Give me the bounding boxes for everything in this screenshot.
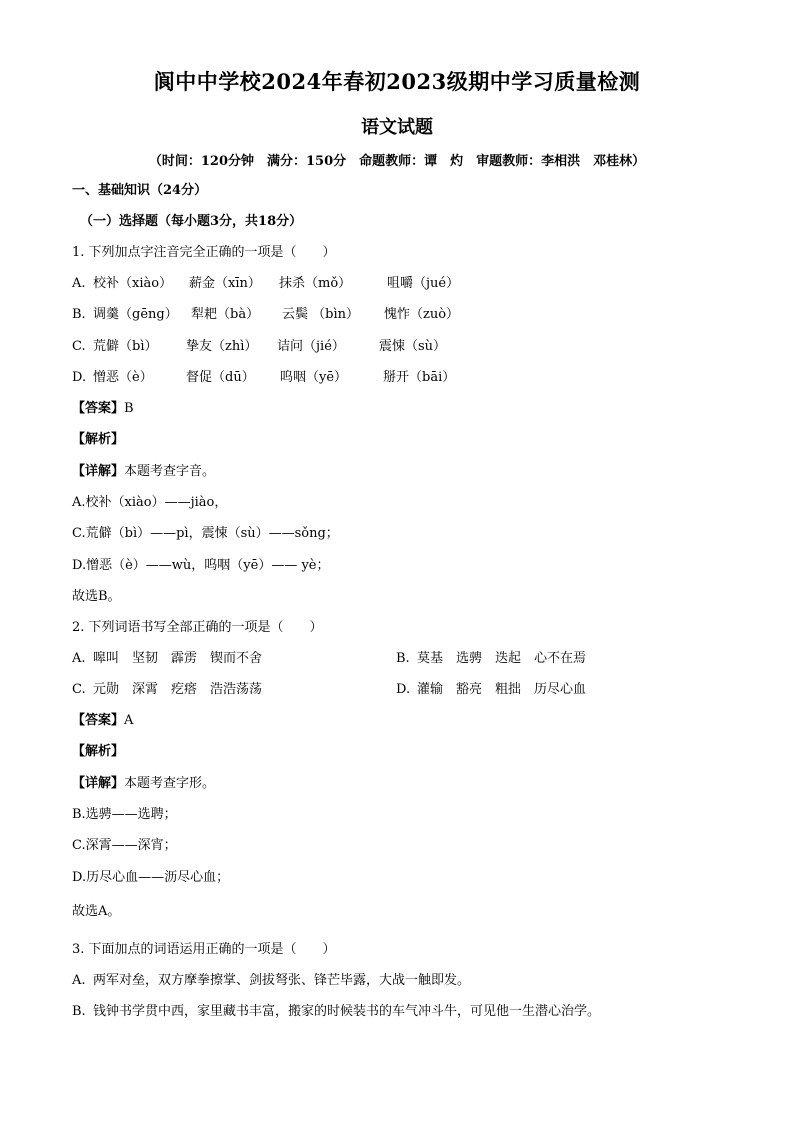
- option-item: 愧怍（zuò）: [384, 307, 460, 322]
- answer-line: [72, 400, 134, 418]
- answer-line: [72, 712, 133, 730]
- analysis-tag: 【解析】: [72, 432, 125, 447]
- sub-section-heading: （一）选择题（每小题3分，共18分）: [80, 214, 303, 229]
- explanation-line: C.荒僻（bì）——pì，震悚（sù）——sǒng；: [72, 526, 339, 541]
- section-heading: 一、基础知识（24分）: [72, 183, 208, 198]
- option-item: 憎恶（è）: [93, 370, 153, 385]
- explanation-line: D.历尽心血——沥尽心血；: [72, 870, 230, 885]
- option-text: 钱钟书学贯中西，家里藏书丰富，搬家的时候装书的车气冲斗牛，可见他一生潜心治学。: [93, 1004, 601, 1019]
- option-item: 挚友（zhì）: [186, 339, 258, 354]
- analysis-tag: 【解析】: [72, 744, 125, 759]
- option-label: A.: [72, 651, 86, 666]
- exam-info: （时间：120分钟 满分：150分 命题教师：谭 灼 审题教师：李相洪 邓桂林）: [148, 154, 646, 169]
- answer-tag: 【答案】: [72, 401, 125, 416]
- detail-text: 本题考查字形。: [124, 776, 216, 791]
- exam-subtitle: 语文试题: [361, 117, 433, 138]
- detail-line: [72, 463, 215, 481]
- option-text: 两军对垒，双方摩拳擦掌、剑拔弩张、锋芒毕露，大战一触即发。: [93, 973, 471, 988]
- option-item: 咀嚼（jué）: [387, 276, 460, 291]
- explanation-line: C.深霄——深宵；: [72, 838, 177, 853]
- option-item: 诘问（jié）: [277, 339, 345, 354]
- detail-line: [72, 775, 215, 793]
- option-label: A.: [72, 276, 86, 291]
- option-item: 震悚（sù）: [379, 339, 447, 354]
- option-item: 犁耙（bà）: [191, 307, 260, 322]
- option-text: 莫基 选骋 迭起 心不在焉: [417, 651, 587, 666]
- option-label: B.: [72, 307, 86, 322]
- option-label: C.: [72, 682, 86, 697]
- option-text: 灌输 豁亮 粗拙 历尽心血: [417, 682, 587, 697]
- explanation-line: D.憎恶（è）——wù，呜咽（yē）—— yè；: [72, 558, 330, 573]
- option-label: C.: [72, 339, 86, 354]
- option-label: A.: [72, 973, 86, 988]
- answer-tag: 【答案】: [72, 713, 125, 728]
- answer-value: B: [124, 401, 134, 416]
- option-item: 薪金（xīn）: [189, 276, 261, 291]
- question-1-stem: 1. 下列加点字注音完全正确的一项是（ ）: [72, 245, 336, 260]
- explanation-line: A.校补（xiào）——jiào，: [72, 495, 228, 510]
- answer-value: A: [124, 713, 134, 728]
- option-item: 呜咽（yē）: [280, 370, 348, 385]
- option-item: 校补（xiào）: [93, 276, 173, 291]
- explanation-line: B.选骋——选聘；: [72, 807, 177, 822]
- option-item: 抹杀（mǒ）: [279, 276, 352, 291]
- exam-title: 阆中中学校2024年春初2023级期中学习质量检测: [153, 69, 641, 94]
- question-2-stem: 2. 下列词语书写全部正确的一项是（ ）: [72, 620, 323, 635]
- detail-text: 本题考查字音。: [124, 464, 216, 479]
- option-item: 督促（dū）: [186, 370, 255, 385]
- option-label: D.: [72, 370, 87, 385]
- option-item: 掰开（bāi）: [383, 370, 456, 385]
- detail-tag: 【详解】: [72, 464, 125, 479]
- option-label: D.: [396, 682, 411, 697]
- option-text: 元勋 深霄 疙瘩 浩浩荡荡: [93, 682, 263, 697]
- option-item: 云鬓 （bìn）: [282, 307, 359, 322]
- conclusion-line: 故选B。: [72, 589, 121, 604]
- question-3-stem: 3. 下面加点的词语运用正确的一项是（ ）: [72, 942, 336, 957]
- option-label: B.: [72, 1004, 86, 1019]
- option-label: B.: [396, 651, 410, 666]
- option-item: 调羹（gēng）: [93, 307, 178, 322]
- detail-tag: 【详解】: [72, 776, 125, 791]
- option-text: 嗥叫 坚韧 霹雳 锲而不舍: [93, 651, 263, 666]
- conclusion-line: 故选A。: [72, 904, 121, 919]
- option-item: 荒僻（bì）: [93, 339, 158, 354]
